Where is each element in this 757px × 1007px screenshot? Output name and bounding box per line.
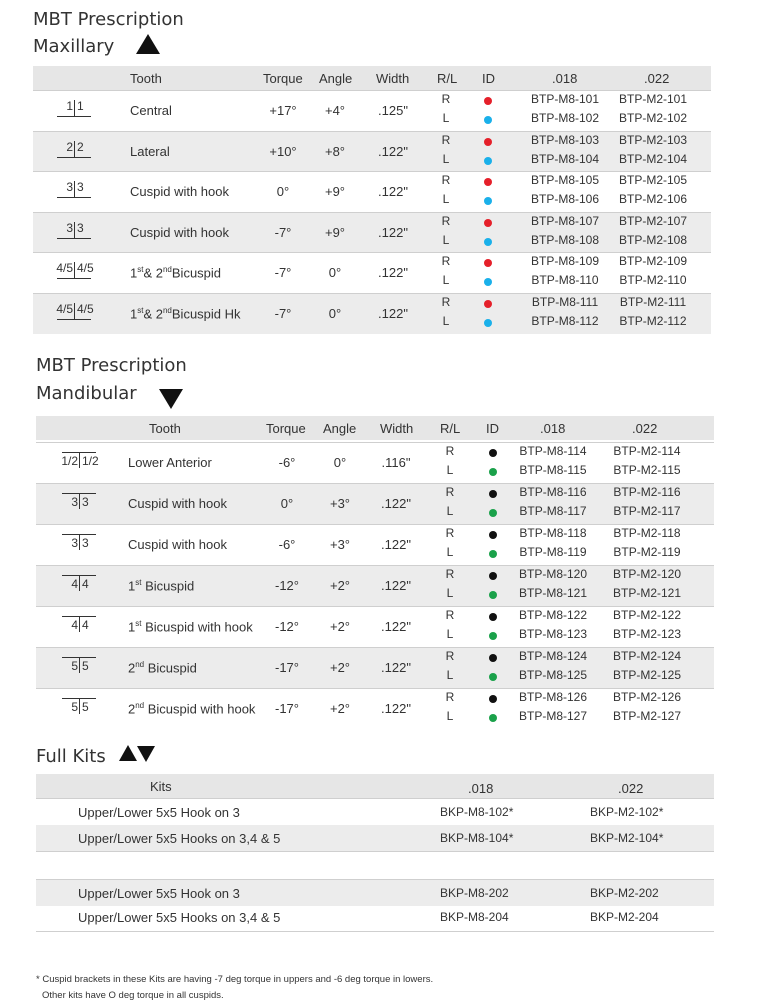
cell-torque: -7° [274,224,292,240]
right-id-dot-icon [484,97,492,105]
tooth-name-part: 1 [130,265,138,281]
tooth-right: 1 [77,99,84,113]
right-id-dot-icon [489,613,497,621]
cell-width: .122" [381,619,411,634]
header-018: .018 [540,421,566,436]
cell-angle: +9° [324,224,346,240]
part-code-l022: BTP-M2-117 [613,504,681,518]
cell-r: R [441,213,451,228]
part-code-r022: BTP-M2-103 [618,132,688,147]
tooth-name-part: 1 [128,578,136,594]
cell-r: R [445,690,455,704]
tooth-right: 4 [82,577,89,591]
cell-r: R [445,649,455,663]
part-code-l018: BTP-M8-112 [531,313,599,328]
header-022: .022 [618,781,644,796]
kit-row [36,799,714,825]
tooth-name-part: Bicuspid [141,578,195,594]
table-row [36,483,714,525]
tooth-right: 5 [82,659,89,673]
cell-angle: 0° [328,305,342,321]
cell-l: L [442,111,450,125]
tooth-notation [55,301,95,327]
right-id-dot-icon [489,490,497,498]
part-code-l018: BTP-M8-108 [530,232,600,247]
part-code-r018: BTP-M8-114 [519,444,587,458]
tooth-notation [60,450,100,476]
right-id-dot-icon [484,219,492,227]
left-id-dot-icon [484,238,492,246]
header-kits: Kits [150,779,172,794]
tooth-name-part: 2 [128,660,136,676]
header-torque: Torque [263,71,303,86]
cell-angle: +3° [329,496,351,511]
tooth-notation [60,614,100,640]
cell-r: R [441,294,451,309]
maxillary-title: MBT Prescription [33,9,184,30]
tooth-left: 4/5 [56,301,73,316]
table-row [36,524,714,566]
cell-width: .122" [381,660,411,675]
left-id-dot-icon [489,632,497,640]
tooth-name: Lateral [130,143,170,159]
kits-table [36,774,714,934]
cell-angle: +2° [329,701,351,716]
tooth-notation [55,139,95,165]
part-code-l022: BTP-M2-104 [618,151,688,166]
triangle-up-icon [119,745,137,761]
cell-angle: +4° [324,103,346,118]
header-tooth: Tooth [130,71,162,86]
tooth-notation [60,696,100,722]
cell-torque: -12° [275,619,299,634]
tooth-name [128,619,253,634]
left-id-dot-icon [489,468,497,476]
header-width: Width [376,71,410,86]
kit-name: Upper/Lower 5x5 Hooks on 3,4 & 5 [78,910,281,925]
part-code-l018: BTP-M8-121 [518,586,588,600]
part-code-r022: BTP-M2-101 [618,92,688,106]
footnote-line1: * Cuspid brackets in these Kits are having -7 deg torque in uppers and -6 deg torque in lowers. [36,974,434,985]
part-code-l018: BTP-M8-123 [518,627,588,641]
tooth-right: 4/5 [77,301,94,316]
part-code-r022: BTP-M2-105 [618,173,688,187]
part-code-l018: BTP-M8-104 [530,151,600,166]
maxillary-table-header [33,66,711,90]
cell-width: .122" [381,496,411,511]
tooth-right: 3 [82,495,89,509]
tooth-name: Cuspid with hook [130,224,229,240]
kit-code-018: BKP-M8-202 [440,886,509,900]
kit-row [36,879,714,906]
cell-width: .122" [378,305,408,321]
part-code-l022: BTP-M2-121 [612,586,682,600]
left-id-dot-icon [484,157,492,165]
footnote-line2: Other kits have O deg torque in all cuspids. [42,990,224,1001]
cell-angle: +2° [329,619,351,634]
cell-torque: -17° [275,701,299,716]
right-id-dot-icon [484,138,492,146]
header-torque: Torque [266,421,306,436]
header-tooth: Tooth [149,421,181,436]
tooth-name [130,265,221,280]
tooth-left: 1/2 [61,454,78,468]
cell-r: R [445,485,455,499]
cell-l: L [446,627,454,641]
part-code-l022: BTP-M2-119 [613,545,681,559]
mandibular-title: MBT Prescription [36,355,187,376]
tooth-right: 4/5 [77,261,94,275]
part-code-l022: BTP-M2-110 [619,273,687,287]
cell-width: .122" [381,537,411,552]
header-022: .022 [632,421,658,436]
header-rl: R/L [437,71,458,86]
cell-l: L [446,545,454,559]
part-code-r022: BTP-M2-111 [619,294,687,309]
mandibular-table [36,416,714,726]
tooth-name-part: & 2 [143,265,163,281]
kit-code-018: BKP-M8-204 [440,910,509,924]
tooth-name [128,660,197,675]
cell-r: R [445,526,455,540]
cell-angle: +9° [324,184,346,199]
tooth-name: Cuspid with hook [128,496,227,511]
triangle-down-icon [137,746,155,762]
part-code-l018: BTP-M8-125 [518,668,588,682]
cell-torque: -6° [278,537,296,552]
header-angle: Angle [319,71,353,86]
kit-code-022: BKP-M2-104* [590,831,664,845]
tooth-right: 2 [77,139,84,154]
tooth-left: 3 [66,180,73,194]
header-018: .018 [552,71,578,86]
part-code-l022: BTP-M2-112 [619,313,687,328]
tooth-name-part: st [135,578,142,587]
part-code-r022: BTP-M2-120 [612,567,682,581]
tooth-notation [60,491,100,517]
cell-width: .116" [381,455,411,470]
part-code-r022: BTP-M2-109 [618,254,688,268]
part-code-l022: BTP-M2-102 [618,111,688,125]
cell-width: .122" [381,578,411,593]
kit-name: Upper/Lower 5x5 Hook on 3 [78,805,240,820]
left-id-dot-icon [489,673,497,681]
header-rl: R/L [440,421,461,436]
cell-width: .122" [378,184,408,199]
cell-l: L [442,313,450,328]
tooth-notation [55,260,95,286]
table-row [33,212,711,254]
part-code-l018: BTP-M8-117 [519,504,587,518]
part-code-r018: BTP-M8-109 [530,254,600,268]
cell-angle: 0° [328,265,342,280]
left-id-dot-icon [484,197,492,205]
tooth-name-part: 1 [128,619,136,635]
left-id-dot-icon [484,319,492,327]
kits-title-text: Full Kits [36,746,106,767]
tooth-notation [60,573,100,599]
tooth-right: 3 [82,536,89,550]
part-code-r018: BTP-M8-103 [530,132,600,147]
header-018: .018 [468,781,494,796]
kit-code-018: BKP-M8-102* [440,805,514,819]
cell-r: R [441,254,451,268]
tooth-left: 5 [71,700,78,714]
table-row [36,565,714,607]
cell-torque: -7° [274,305,292,321]
mandibular-table-header [36,416,714,440]
tooth-right: 3 [77,180,84,194]
right-id-dot-icon [489,449,497,457]
header-022: .022 [644,71,670,86]
part-code-r018: BTP-M8-105 [530,173,600,187]
table-row [33,293,711,335]
right-id-dot-icon [484,300,492,308]
part-code-l022: BTP-M2-115 [613,463,681,477]
table-row [33,131,711,173]
cell-torque: -7° [274,265,292,280]
cell-l: L [442,192,450,206]
part-code-l018: BTP-M8-127 [518,709,588,723]
right-id-dot-icon [489,572,497,580]
part-code-l022: BTP-M2-106 [618,192,688,206]
cell-width: .122" [378,265,408,280]
tooth-notation [55,98,95,124]
cell-angle: 0° [333,455,347,470]
tooth-left: 4 [71,618,78,632]
part-code-r018: BTP-M8-120 [518,567,588,581]
right-id-dot-icon [489,695,497,703]
tooth-name-part: Bicuspid [171,265,222,281]
tooth-right: 3 [77,220,84,235]
left-id-dot-icon [484,116,492,124]
tooth-name [130,306,241,321]
tooth-name: Cuspid with hook [130,184,229,199]
cell-torque: +10° [269,143,297,159]
cell-l: L [446,709,454,723]
kit-code-022: BKP-M2-204 [590,910,659,924]
tooth-left: 3 [71,495,78,509]
part-code-r018: BTP-M8-118 [519,526,587,540]
kits-table-header [36,774,714,798]
tooth-name-part: Bicuspid [144,660,197,676]
right-id-dot-icon [484,259,492,267]
part-code-l022: BTP-M2-125 [612,668,682,682]
tooth-right: 4 [82,618,89,632]
cell-angle: +2° [329,660,351,675]
header-angle: Angle [323,421,357,436]
left-id-dot-icon [489,509,497,517]
cell-l: L [446,586,454,600]
tooth-name: Lower Anterior [128,455,212,470]
right-id-dot-icon [489,531,497,539]
part-code-r018: BTP-M8-101 [530,92,600,106]
tooth-name-part: st [135,619,142,628]
header-id: ID [482,71,495,86]
table-row [33,171,711,213]
cell-angle: +2° [329,578,351,593]
tooth-right: 1/2 [82,454,99,468]
kits-title [36,745,155,767]
cell-r: R [441,92,451,106]
table-row [33,252,711,294]
cell-l: L [446,668,454,682]
header-id: ID [486,421,499,436]
part-code-l018: BTP-M8-106 [530,192,600,206]
left-id-dot-icon [489,591,497,599]
kit-name: Upper/Lower 5x5 Hooks on 3,4 & 5 [78,831,281,846]
part-code-r022: BTP-M2-114 [613,444,681,458]
cell-l: L [442,151,450,166]
part-code-l018: BTP-M8-115 [519,463,587,477]
cell-torque: +17° [269,103,297,118]
tooth-name [128,578,194,593]
part-code-r018: BTP-M8-122 [518,608,588,622]
cell-torque: -17° [275,660,299,675]
part-code-l018: BTP-M8-110 [531,273,599,287]
tooth-name-part: Bicuspid Hk [171,305,241,321]
tooth-left: 4/5 [56,261,73,275]
cell-torque: 0° [276,184,290,199]
part-code-r018: BTP-M8-111 [531,294,599,309]
tooth-left: 2 [66,139,73,154]
cell-torque: -6° [278,455,296,470]
left-id-dot-icon [484,278,492,286]
table-row [36,606,714,648]
cell-width: .125" [378,103,408,118]
tooth-name [128,701,255,716]
cell-torque: -12° [275,578,299,593]
cell-l: L [446,504,454,518]
kit-code-022: BKP-M2-102* [590,805,664,819]
part-code-r018: BTP-M8-107 [530,213,600,228]
tooth-name-part: Bicuspid with hook [141,619,253,635]
part-code-r018: BTP-M8-124 [518,649,588,663]
part-code-l018: BTP-M8-102 [530,111,600,125]
cell-l: L [442,273,450,287]
tooth-name-part: 1 [130,305,138,321]
tooth-name-part: Bicuspid with hook [144,701,256,717]
part-code-l022: BTP-M2-127 [612,709,682,723]
cell-l: L [442,232,450,247]
mandibular-subtitle: Mandibular [36,383,137,404]
tooth-name-part: & 2 [143,305,163,321]
triangle-up-icon [136,34,160,54]
table-row [36,688,714,730]
table-row [36,442,714,484]
cell-torque: 0° [280,496,294,511]
tooth-name-part: nd [135,660,145,669]
table-row [33,90,711,132]
tooth-left: 1 [66,99,73,113]
tooth-notation [55,179,95,205]
part-code-r022: BTP-M2-124 [612,649,682,663]
tooth-notation [55,220,95,246]
part-code-r022: BTP-M2-107 [618,213,688,228]
cell-r: R [445,444,455,458]
part-code-r022: BTP-M2-122 [612,608,682,622]
tooth-name: Central [130,103,172,118]
part-code-l018: BTP-M8-119 [519,545,587,559]
kit-row [36,825,714,851]
cell-r: R [441,132,451,147]
part-code-r018: BTP-M8-126 [518,690,588,704]
part-code-l022: BTP-M2-108 [618,232,688,247]
tooth-left: 4 [71,577,78,591]
tooth-name-part: nd [135,701,145,710]
kit-code-018: BKP-M8-104* [440,831,514,845]
tooth-right: 5 [82,700,89,714]
part-code-r022: BTP-M2-126 [612,690,682,704]
cell-width: .122" [378,224,408,240]
cell-r: R [441,173,451,187]
kit-code-022: BKP-M2-202 [590,886,659,900]
tooth-name-part: nd [162,265,172,274]
triangle-down-icon [159,389,183,409]
cell-r: R [445,567,455,581]
kit-name: Upper/Lower 5x5 Hook on 3 [78,886,240,901]
part-code-r018: BTP-M8-116 [519,485,587,499]
tooth-notation [60,655,100,681]
maxillary-subtitle: Maxillary [33,36,115,57]
tooth-left: 3 [66,220,73,235]
part-code-l022: BTP-M2-123 [612,627,682,641]
tooth-left: 3 [71,536,78,550]
right-id-dot-icon [484,178,492,186]
table-row [36,647,714,689]
left-id-dot-icon [489,550,497,558]
cell-angle: +8° [324,143,346,159]
tooth-name-part: st [137,305,144,315]
part-code-r022: BTP-M2-118 [613,526,681,540]
tooth-name-part: st [137,265,144,274]
right-id-dot-icon [489,654,497,662]
tooth-left: 5 [71,659,78,673]
cell-width: .122" [378,143,408,159]
tooth-name: Cuspid with hook [128,537,227,552]
kit-row [36,905,714,931]
cell-l: L [446,463,454,477]
cell-width: .122" [381,701,411,716]
maxillary-table [33,66,711,332]
cell-r: R [445,608,455,622]
left-id-dot-icon [489,714,497,722]
tooth-name-part: 2 [128,701,136,717]
part-code-r022: BTP-M2-116 [613,485,681,499]
cell-angle: +3° [329,537,351,552]
tooth-name-part: nd [162,305,172,315]
tooth-notation [60,532,100,558]
header-width: Width [380,421,414,436]
